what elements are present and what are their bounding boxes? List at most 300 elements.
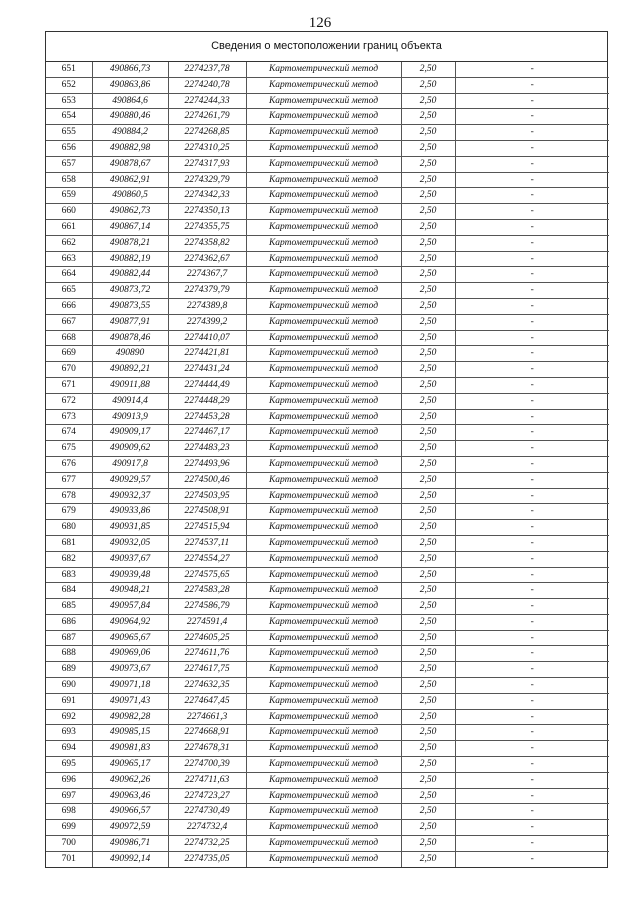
accuracy-cell: 2,50: [401, 409, 455, 425]
y-coordinate-cell: 2274668,91: [168, 725, 246, 741]
description-cell: -: [455, 535, 609, 551]
y-coordinate-cell: 2274583,28: [168, 583, 246, 599]
x-coordinate-cell: 490909,62: [92, 441, 168, 457]
y-coordinate-cell: 2274591,4: [168, 614, 246, 630]
y-coordinate-cell: 2274617,75: [168, 662, 246, 678]
description-cell: -: [455, 346, 609, 362]
x-coordinate-cell: 490878,21: [92, 235, 168, 251]
table-row: [46, 725, 609, 741]
table-row: [46, 409, 609, 425]
x-coordinate-cell: 490992,14: [92, 851, 168, 866]
table-row: [46, 140, 609, 156]
point-number-cell: 651: [46, 62, 92, 77]
point-number-cell: 678: [46, 488, 92, 504]
y-coordinate-cell: 2274399,2: [168, 314, 246, 330]
method-cell: Картометрический метод: [246, 820, 401, 836]
y-coordinate-cell: 2274735,05: [168, 851, 246, 866]
description-cell: -: [455, 267, 609, 283]
accuracy-cell: 2,50: [401, 614, 455, 630]
accuracy-cell: 2,50: [401, 235, 455, 251]
point-number-cell: 673: [46, 409, 92, 425]
x-coordinate-cell: 490913,9: [92, 409, 168, 425]
x-coordinate-cell: 490969,06: [92, 646, 168, 662]
accuracy-cell: 2,50: [401, 330, 455, 346]
point-number-cell: 654: [46, 109, 92, 125]
point-number-cell: 674: [46, 425, 92, 441]
method-cell: Картометрический метод: [246, 393, 401, 409]
accuracy-cell: 2,50: [401, 362, 455, 378]
point-number-cell: 691: [46, 693, 92, 709]
table-row: [46, 678, 609, 694]
point-number-cell: 663: [46, 251, 92, 267]
accuracy-cell: 2,50: [401, 346, 455, 362]
method-cell: Картометрический метод: [246, 851, 401, 866]
description-cell: -: [455, 251, 609, 267]
y-coordinate-cell: 2274500,46: [168, 472, 246, 488]
method-cell: Картометрический метод: [246, 535, 401, 551]
point-number-cell: 680: [46, 520, 92, 536]
accuracy-cell: 2,50: [401, 62, 455, 77]
method-cell: Картометрический метод: [246, 346, 401, 362]
description-cell: -: [455, 125, 609, 141]
method-cell: Картометрический метод: [246, 472, 401, 488]
x-coordinate-cell: 490963,46: [92, 788, 168, 804]
description-cell: -: [455, 456, 609, 472]
table-row: [46, 330, 609, 346]
accuracy-cell: 2,50: [401, 188, 455, 204]
x-coordinate-cell: 490965,17: [92, 757, 168, 773]
accuracy-cell: 2,50: [401, 820, 455, 836]
description-cell: -: [455, 172, 609, 188]
description-cell: -: [455, 804, 609, 820]
table-row: [46, 614, 609, 630]
x-coordinate-cell: 490929,57: [92, 472, 168, 488]
description-cell: -: [455, 204, 609, 220]
accuracy-cell: 2,50: [401, 804, 455, 820]
accuracy-cell: 2,50: [401, 298, 455, 314]
y-coordinate-cell: 2274554,27: [168, 551, 246, 567]
accuracy-cell: 2,50: [401, 267, 455, 283]
x-coordinate-cell: 490971,43: [92, 693, 168, 709]
point-number-cell: 699: [46, 820, 92, 836]
point-number-cell: 690: [46, 678, 92, 694]
description-cell: -: [455, 441, 609, 457]
x-coordinate-cell: 490882,19: [92, 251, 168, 267]
table-row: [46, 377, 609, 393]
method-cell: Картометрический метод: [246, 125, 401, 141]
method-cell: Картометрический метод: [246, 678, 401, 694]
method-cell: Картометрический метод: [246, 188, 401, 204]
point-number-cell: 672: [46, 393, 92, 409]
accuracy-cell: 2,50: [401, 156, 455, 172]
method-cell: Картометрический метод: [246, 456, 401, 472]
table-row: [46, 267, 609, 283]
x-coordinate-cell: 490878,46: [92, 330, 168, 346]
method-cell: Картометрический метод: [246, 62, 401, 77]
accuracy-cell: 2,50: [401, 741, 455, 757]
x-coordinate-cell: 490982,28: [92, 709, 168, 725]
method-cell: Картометрический метод: [246, 725, 401, 741]
point-number-cell: 687: [46, 630, 92, 646]
accuracy-cell: 2,50: [401, 678, 455, 694]
y-coordinate-cell: 2274605,25: [168, 630, 246, 646]
y-coordinate-cell: 2274261,79: [168, 109, 246, 125]
x-coordinate-cell: 490909,17: [92, 425, 168, 441]
point-number-cell: 670: [46, 362, 92, 378]
method-cell: Картометрический метод: [246, 283, 401, 299]
accuracy-cell: 2,50: [401, 583, 455, 599]
method-cell: Картометрический метод: [246, 836, 401, 852]
x-coordinate-cell: 490933,86: [92, 504, 168, 520]
x-coordinate-cell: 490873,72: [92, 283, 168, 299]
x-coordinate-cell: 490878,67: [92, 156, 168, 172]
method-cell: Картометрический метод: [246, 409, 401, 425]
y-coordinate-cell: 2274678,31: [168, 741, 246, 757]
description-cell: -: [455, 409, 609, 425]
x-coordinate-cell: 490890: [92, 346, 168, 362]
point-number-cell: 696: [46, 772, 92, 788]
y-coordinate-cell: 2274700,39: [168, 757, 246, 773]
description-cell: -: [455, 551, 609, 567]
table-row: [46, 346, 609, 362]
description-cell: -: [455, 678, 609, 694]
description-cell: -: [455, 583, 609, 599]
y-coordinate-cell: 2274575,65: [168, 567, 246, 583]
x-coordinate-cell: 490877,91: [92, 314, 168, 330]
description-cell: -: [455, 788, 609, 804]
y-coordinate-cell: 2274410,07: [168, 330, 246, 346]
description-cell: -: [455, 93, 609, 109]
method-cell: Картометрический метод: [246, 314, 401, 330]
description-cell: -: [455, 219, 609, 235]
table-row: [46, 535, 609, 551]
point-number-cell: 701: [61, 853, 76, 864]
table-row: [46, 314, 609, 330]
description-cell: -: [455, 820, 609, 836]
accuracy-cell: 2,50: [401, 172, 455, 188]
method-cell: Картометрический метод: [246, 204, 401, 220]
x-coordinate-cell: 490862,91: [92, 172, 168, 188]
point-number-cell: 661: [46, 219, 92, 235]
x-coordinate-cell: 490884,2: [92, 125, 168, 141]
table-row: [46, 456, 609, 472]
table-row: [46, 520, 609, 536]
method-cell: Картометрический метод: [246, 599, 401, 615]
point-number-cell: 658: [46, 172, 92, 188]
y-coordinate-cell: 2274342,33: [168, 188, 246, 204]
accuracy-cell: 2,50: [401, 456, 455, 472]
accuracy-cell: 2,50: [401, 788, 455, 804]
method-cell: Картометрический метод: [246, 425, 401, 441]
y-coordinate-cell: 2274537,11: [168, 535, 246, 551]
description-cell: -: [455, 630, 609, 646]
table-row: [46, 204, 609, 220]
y-coordinate-cell: 2274730,49: [168, 804, 246, 820]
point-number-cell: 675: [46, 441, 92, 457]
x-coordinate-cell: 490962,26: [92, 772, 168, 788]
y-coordinate-cell: 2274632,35: [168, 678, 246, 694]
point-number-cell: 700: [46, 836, 92, 852]
accuracy-cell: 2,50: [401, 630, 455, 646]
x-coordinate-cell: 490917,8: [92, 456, 168, 472]
table-row: [46, 851, 609, 866]
x-coordinate-cell: 490931,85: [92, 520, 168, 536]
accuracy-cell: 2,50: [401, 535, 455, 551]
accuracy-cell: 2,50: [401, 377, 455, 393]
point-number-cell: 660: [46, 204, 92, 220]
description-cell: -: [455, 520, 609, 536]
table-row: [46, 125, 609, 141]
x-coordinate-cell: 490867,14: [92, 219, 168, 235]
description-cell: -: [455, 741, 609, 757]
point-number-cell: 677: [46, 472, 92, 488]
point-number-cell: 681: [46, 535, 92, 551]
method-cell: Картометрический метод: [246, 251, 401, 267]
y-coordinate-cell: 2274379,79: [168, 283, 246, 299]
table-row: [46, 362, 609, 378]
description-cell: -: [455, 851, 609, 866]
accuracy-cell: 2,50: [401, 520, 455, 536]
table-row: [46, 836, 609, 852]
table-row: [46, 283, 609, 299]
point-number-cell: 662: [46, 235, 92, 251]
y-coordinate-cell: 2274244,33: [168, 93, 246, 109]
description-cell: -: [455, 757, 609, 773]
x-coordinate-cell: 490864,6: [92, 93, 168, 109]
table-row: [46, 804, 609, 820]
x-coordinate-cell: 490965,67: [92, 630, 168, 646]
point-number-cell: 682: [46, 551, 92, 567]
y-coordinate-cell: 2274389,8: [168, 298, 246, 314]
point-number-cell: 684: [46, 583, 92, 599]
x-coordinate-cell: 490860,5: [92, 188, 168, 204]
x-coordinate-cell: 490971,18: [92, 678, 168, 694]
description-cell: -: [455, 362, 609, 378]
table-row: [46, 298, 609, 314]
point-number-cell: 697: [46, 788, 92, 804]
accuracy-cell: 2,50: [401, 251, 455, 267]
x-coordinate-cell: 490882,98: [92, 140, 168, 156]
method-cell: Картометрический метод: [246, 377, 401, 393]
table-title: Сведения о местоположении границ объекта: [46, 32, 607, 62]
table-row: [46, 820, 609, 836]
description-cell: -: [455, 709, 609, 725]
table-row: [46, 551, 609, 567]
point-number-cell: 664: [46, 267, 92, 283]
description-cell: -: [455, 567, 609, 583]
x-coordinate-cell: 490862,73: [92, 204, 168, 220]
description-cell: -: [455, 725, 609, 741]
method-cell: Картометрический метод: [246, 788, 401, 804]
table-row: [46, 583, 609, 599]
y-coordinate-cell: 2274329,79: [168, 172, 246, 188]
method-cell: Картометрический метод: [246, 583, 401, 599]
table-row: [46, 393, 609, 409]
accuracy-cell: 2,50: [401, 425, 455, 441]
accuracy-cell: 2,50: [401, 757, 455, 773]
table-row: [46, 93, 609, 109]
y-coordinate-cell: 2274515,94: [168, 520, 246, 536]
method-cell: Картометрический метод: [246, 520, 401, 536]
coordinates-grid: [46, 62, 609, 867]
point-number-cell: 659: [46, 188, 92, 204]
y-coordinate-cell: 2274237,78: [168, 62, 246, 77]
point-number-cell: 693: [46, 725, 92, 741]
method-cell: Картометрический метод: [246, 362, 401, 378]
point-number-cell: 655: [46, 125, 92, 141]
method-cell: Картометрический метод: [246, 504, 401, 520]
y-coordinate-cell: 2274431,24: [168, 362, 246, 378]
y-coordinate-cell: 2274503,95: [168, 488, 246, 504]
description-cell: -: [455, 693, 609, 709]
method-cell: Картометрический метод: [246, 156, 401, 172]
table-row: [46, 741, 609, 757]
x-coordinate-cell: 490972,59: [92, 820, 168, 836]
x-coordinate-cell: 490911,88: [92, 377, 168, 393]
accuracy-cell: 2,50: [401, 125, 455, 141]
x-coordinate-cell: 490892,21: [92, 362, 168, 378]
table-row: [46, 599, 609, 615]
description-cell: -: [455, 62, 609, 77]
description-cell: -: [455, 283, 609, 299]
x-coordinate-cell: 490863,86: [92, 77, 168, 93]
table-row: [46, 109, 609, 125]
x-coordinate-cell: 490932,05: [92, 535, 168, 551]
point-number-cell: 652: [46, 77, 92, 93]
description-cell: -: [455, 488, 609, 504]
method-cell: Картометрический метод: [246, 219, 401, 235]
x-coordinate-cell: 490966,57: [92, 804, 168, 820]
method-cell: Картометрический метод: [246, 614, 401, 630]
method-cell: Картометрический метод: [246, 77, 401, 93]
table-row: [46, 172, 609, 188]
x-coordinate-cell: 490948,21: [92, 583, 168, 599]
table-row: [46, 772, 609, 788]
description-cell: -: [455, 772, 609, 788]
x-coordinate-cell: 490985,15: [92, 725, 168, 741]
point-number-cell: 669: [46, 346, 92, 362]
y-coordinate-cell: 2274448,29: [168, 393, 246, 409]
table-row: [46, 77, 609, 93]
description-cell: -: [455, 377, 609, 393]
point-number-cell: 689: [46, 662, 92, 678]
table-row: [46, 709, 609, 725]
point-number-cell: 668: [46, 330, 92, 346]
accuracy-cell: 2,50: [401, 393, 455, 409]
table-row: [46, 425, 609, 441]
point-number-cell: 686: [46, 614, 92, 630]
x-coordinate-cell: 490939,48: [92, 567, 168, 583]
point-number-cell: 685: [46, 599, 92, 615]
boundary-coordinates-table: [45, 31, 608, 868]
description-cell: -: [455, 235, 609, 251]
description-cell: -: [455, 314, 609, 330]
accuracy-cell: 2,50: [401, 140, 455, 156]
method-cell: Картометрический метод: [246, 330, 401, 346]
table-row: [46, 504, 609, 520]
y-coordinate-cell: 2274421,81: [168, 346, 246, 362]
y-coordinate-cell: 2274467,17: [168, 425, 246, 441]
table-row: [46, 251, 609, 267]
y-coordinate-cell: 2274240,78: [168, 77, 246, 93]
description-cell: -: [455, 472, 609, 488]
accuracy-cell: 2,50: [401, 504, 455, 520]
accuracy-cell: 2,50: [401, 488, 455, 504]
table-row: [46, 646, 609, 662]
accuracy-cell: 2,50: [401, 283, 455, 299]
y-coordinate-cell: 2274355,75: [168, 219, 246, 235]
method-cell: Картометрический метод: [246, 488, 401, 504]
method-cell: Картометрический метод: [246, 630, 401, 646]
description-cell: -: [455, 140, 609, 156]
table-row: [46, 235, 609, 251]
y-coordinate-cell: 2274444,49: [168, 377, 246, 393]
y-coordinate-cell: 2274358,82: [168, 235, 246, 251]
point-number-cell: 679: [46, 504, 92, 520]
point-number-cell: 667: [46, 314, 92, 330]
x-coordinate-cell: 490882,44: [92, 267, 168, 283]
accuracy-cell: 2,50: [401, 599, 455, 615]
method-cell: Картометрический метод: [246, 804, 401, 820]
method-cell: Картометрический метод: [246, 172, 401, 188]
table-row: [46, 488, 609, 504]
method-cell: Картометрический метод: [246, 646, 401, 662]
accuracy-cell: 2,50: [401, 109, 455, 125]
table-row: [46, 693, 609, 709]
point-number-cell: 692: [46, 709, 92, 725]
description-cell: -: [455, 836, 609, 852]
description-cell: -: [455, 188, 609, 204]
point-number-cell: 653: [46, 93, 92, 109]
method-cell: Картометрический метод: [246, 441, 401, 457]
point-number-cell: 694: [46, 741, 92, 757]
page-number: 126: [308, 15, 332, 31]
description-cell: -: [455, 614, 609, 630]
accuracy-cell: 2,50: [401, 851, 455, 866]
table-row: [46, 567, 609, 583]
table-body: [46, 62, 609, 867]
method-cell: Картометрический метод: [246, 140, 401, 156]
y-coordinate-cell: 2274310,25: [168, 140, 246, 156]
accuracy-cell: 2,50: [401, 219, 455, 235]
method-cell: Картометрический метод: [246, 267, 401, 283]
accuracy-cell: 2,50: [401, 93, 455, 109]
y-coordinate-cell: 2274493,96: [168, 456, 246, 472]
y-coordinate-cell: 2274362,67: [168, 251, 246, 267]
method-cell: Картометрический метод: [246, 757, 401, 773]
y-coordinate-cell: 2274732,4: [168, 820, 246, 836]
description-cell: -: [455, 393, 609, 409]
description-cell: -: [455, 330, 609, 346]
point-number-cell: 695: [46, 757, 92, 773]
point-number-cell: 698: [46, 804, 92, 820]
x-coordinate-cell: 490986,71: [92, 836, 168, 852]
table-row: [46, 662, 609, 678]
point-number-cell: 688: [46, 646, 92, 662]
accuracy-cell: 2,50: [401, 567, 455, 583]
accuracy-cell: 2,50: [401, 314, 455, 330]
x-coordinate-cell: 490973,67: [92, 662, 168, 678]
table-row: [46, 788, 609, 804]
accuracy-cell: 2,50: [401, 204, 455, 220]
point-number-cell: 676: [46, 456, 92, 472]
method-cell: Картометрический метод: [246, 109, 401, 125]
description-cell: -: [455, 599, 609, 615]
accuracy-cell: 2,50: [401, 472, 455, 488]
description-cell: -: [455, 425, 609, 441]
description-cell: -: [455, 109, 609, 125]
table-row: [46, 757, 609, 773]
